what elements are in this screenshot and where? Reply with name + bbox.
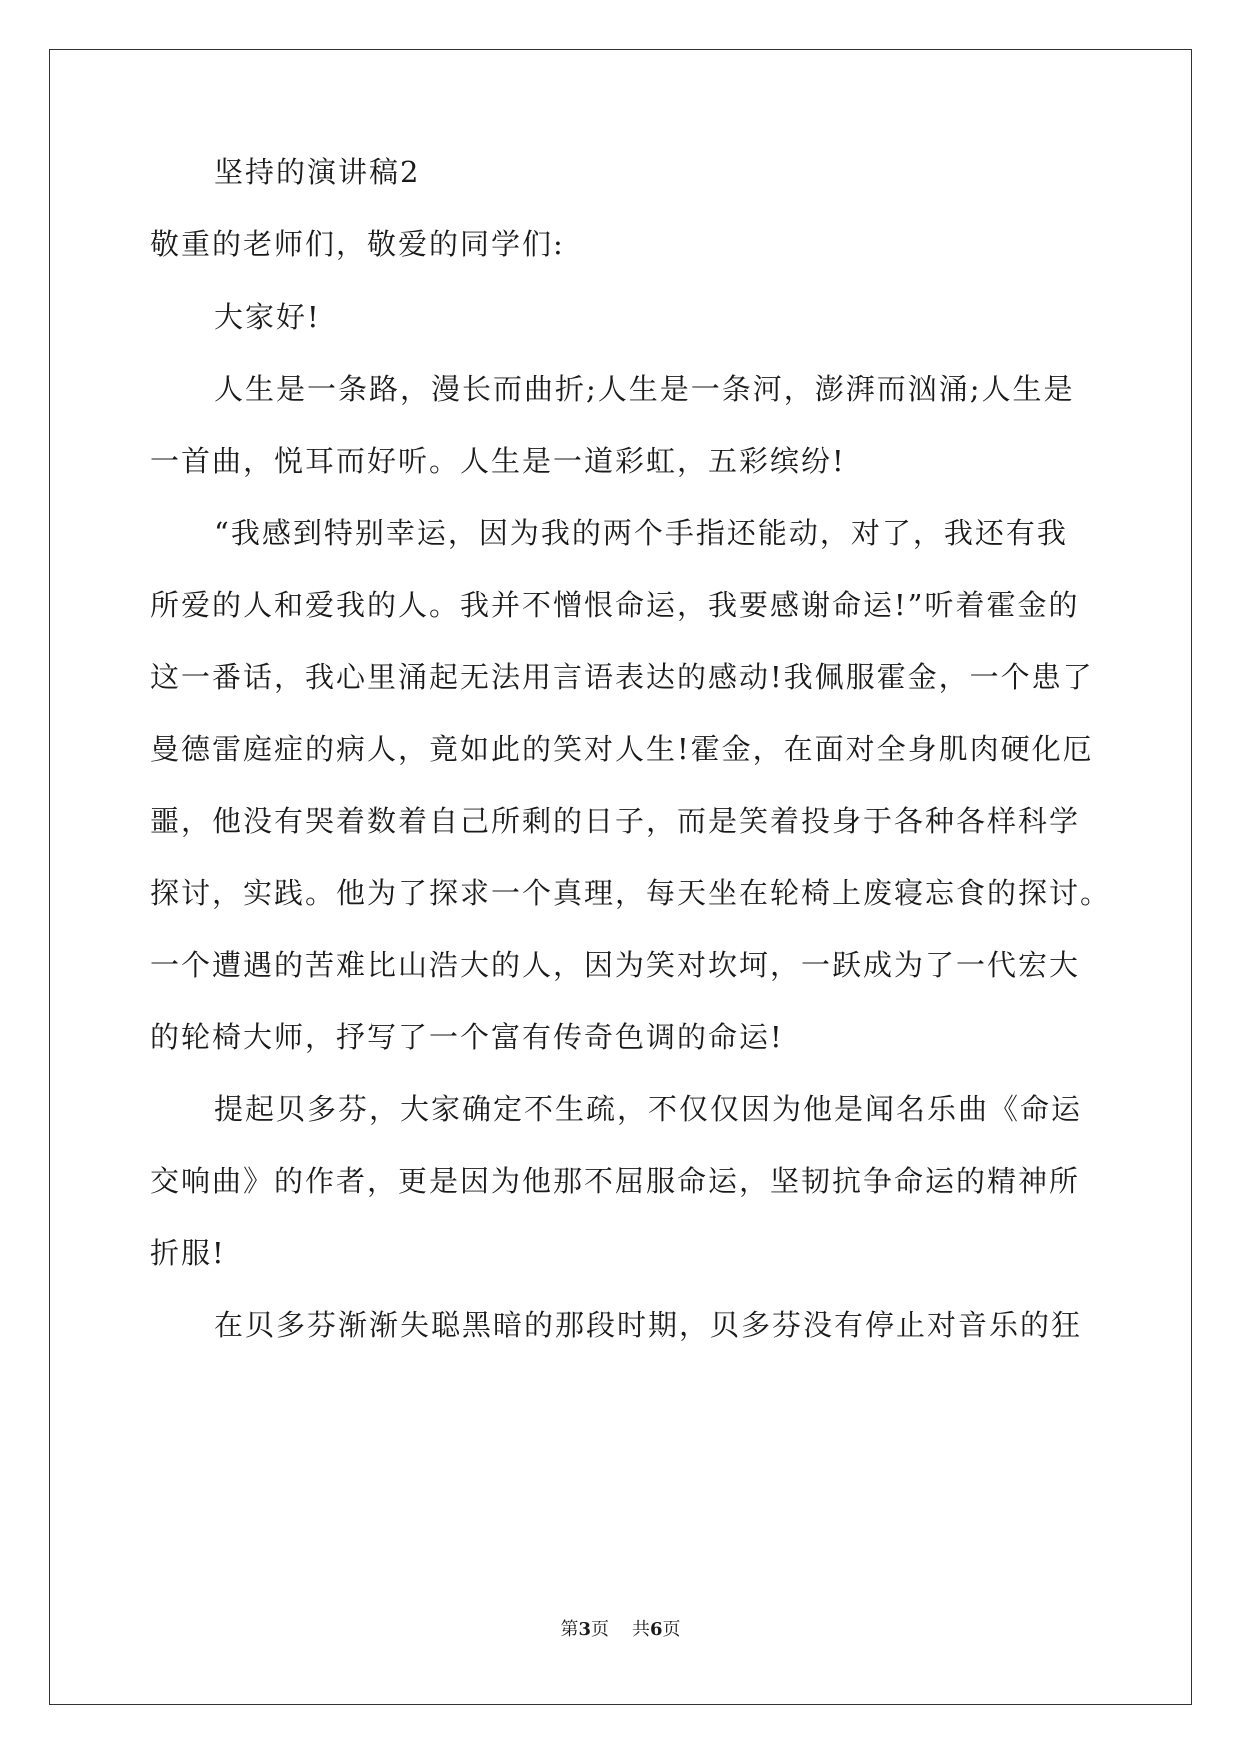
total-label-prefix: 共 [631,1619,650,1640]
current-page-number: 3 [578,1619,592,1640]
paragraph-line: 提起贝多芬，大家确定不生疏，不仅仅因为他是闻名乐曲《命运 [214,1092,1083,1126]
paragraph-line: 交响曲》的作者，更是因为他那不屈服命运，坚韧抗争命运的精神所 [150,1164,1081,1198]
paragraph-line: 所爱的人和爱我的人。我并不憎恨命运，我要感谢命运!”听着霍金的 [150,588,1080,622]
paragraph-line: 曼德雷庭症的病人，竟如此的笑对人生!霍金，在面对全身肌肉硬化厄 [150,732,1094,766]
paragraph-line: 一个遭遇的苦难比山浩大的人，因为笑对坎坷，一跃成为了一代宏大 [150,948,1081,982]
page-footer [0,1615,1241,1641]
paragraph-line: 在贝多芬渐渐失聪黑暗的那段时期，贝多芬没有停止对音乐的狂 [214,1308,1083,1342]
paragraph-line: 折服! [150,1236,226,1270]
paragraph-line: 这一番话，我心里涌起无法用言语表达的感动!我佩服霍金，一个患了 [150,660,1094,694]
paragraph-line: 一首曲，悦耳而好听。人生是一道彩虹，五彩缤纷! [150,444,846,478]
paragraph-line: 噩，他没有哭着数着自己所剩的日子，而是笑着投身于各种各样科学 [150,804,1081,838]
page-label-prefix: 第 [560,1619,579,1640]
total-label-suffix: 页 [662,1619,681,1640]
paragraph-line: “我感到特别幸运，因为我的两个手指还能动，对了，我还有我 [214,516,1068,550]
salutation: 敬重的老师们，敬爱的同学们: [150,227,565,261]
page-label-suffix: 页 [591,1619,610,1640]
greeting: 大家好! [214,300,321,334]
total-pages-number: 6 [649,1619,663,1640]
document-title: 坚持的演讲稿2 [214,155,421,189]
paragraph-line: 探讨，实践。他为了探求一个真理，每天坐在轮椅上废寝忘食的探讨。 [150,876,1112,910]
paragraph-line: 人生是一条路，漫长而曲折;人生是一条河，澎湃而汹涌;人生是 [214,372,1075,406]
paragraph-line: 的轮椅大师，抒写了一个富有传奇色调的命运! [150,1020,784,1054]
